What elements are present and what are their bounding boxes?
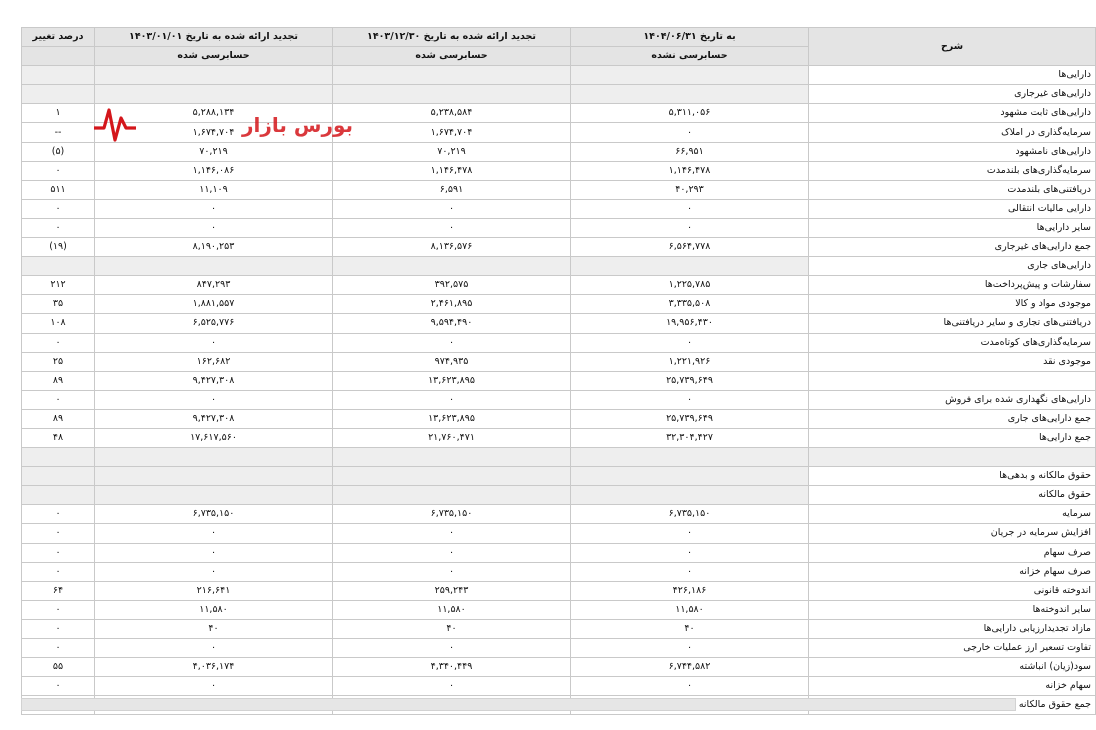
change-percent: ۸۹ — [22, 371, 95, 390]
value-1403-01-01: ۰ — [95, 524, 333, 543]
table-row — [22, 199, 1096, 218]
empty-cell — [95, 467, 333, 486]
change-percent: ۰ — [22, 524, 95, 543]
value-1404-06-31: ۴۰ — [571, 619, 809, 638]
value-1403-12-30: ۰ — [333, 562, 571, 581]
table-row — [22, 600, 1096, 619]
table-row — [22, 142, 1096, 161]
value-1404-06-31: ۰ — [571, 639, 809, 658]
row-description: مازاد تجدیدارزیابی دارایی‌ها — [809, 619, 1096, 638]
header-col1-date: به تاریخ ۱۴۰۴/۰۶/۳۱ — [571, 28, 809, 47]
value-1403-01-01: ۸,۱۹۰,۲۵۳ — [95, 238, 333, 257]
table-row — [22, 409, 1096, 428]
row-description: سرمایه‌گذاری در املاک — [809, 123, 1096, 142]
value-1403-12-30: ۱۳,۶۲۳,۸۹۵ — [333, 409, 571, 428]
value-1403-01-01: ۰ — [95, 390, 333, 409]
divider-cell — [571, 448, 809, 467]
empty-cell — [95, 486, 333, 505]
empty-cell — [333, 257, 571, 276]
change-percent: ۰ — [22, 161, 95, 180]
value-1404-06-31: ۱۹,۹۵۶,۴۳۰ — [571, 314, 809, 333]
change-percent: ۰ — [22, 333, 95, 352]
empty-cell — [571, 486, 809, 505]
row-description: سرمایه‌گذاری‌های کوتاه‌مدت — [809, 333, 1096, 352]
table-row — [22, 104, 1096, 123]
row-description: سرمایه — [809, 505, 1096, 524]
divider-cell — [95, 448, 333, 467]
value-1403-12-30: ۰ — [333, 677, 571, 696]
change-percent: ۰ — [22, 505, 95, 524]
section-heading: حقوق مالکانه و بدهی‌ها — [809, 467, 1096, 486]
value-1403-01-01: ۶,۵۲۵,۷۷۶ — [95, 314, 333, 333]
table-body — [22, 66, 1096, 715]
value-1403-12-30: ۵,۲۳۸,۵۸۴ — [333, 104, 571, 123]
value-1404-06-31: ۰ — [571, 123, 809, 142]
value-1404-06-31: ۰ — [571, 524, 809, 543]
value-1404-06-31: ۳,۳۳۵,۵۰۸ — [571, 295, 809, 314]
value-1403-12-30: ۳۹۲,۵۷۵ — [333, 276, 571, 295]
row-description: سایر اندوخته‌ها — [809, 600, 1096, 619]
change-percent: ۴۸ — [22, 428, 95, 447]
value-1403-12-30: ۹,۵۹۴,۴۹۰ — [333, 314, 571, 333]
empty-cell — [571, 85, 809, 104]
change-percent: ۰ — [22, 562, 95, 581]
change-percent: ۳۵ — [22, 295, 95, 314]
section-heading-row — [22, 467, 1096, 486]
value-1404-06-31: ۶,۵۶۴,۷۷۸ — [571, 238, 809, 257]
value-1403-12-30: ۰ — [333, 199, 571, 218]
change-percent: ۰ — [22, 199, 95, 218]
table-row — [22, 352, 1096, 371]
value-1403-12-30: ۱,۱۴۶,۴۷۸ — [333, 161, 571, 180]
value-1404-06-31: ۵,۳۱۱,۰۵۶ — [571, 104, 809, 123]
row-description: سود(زیان) انباشته — [809, 658, 1096, 677]
row-description: سایر دارایی‌ها — [809, 218, 1096, 237]
change-percent: ۲۵ — [22, 352, 95, 371]
value-1403-01-01: ۹,۴۲۷,۳۰۸ — [95, 409, 333, 428]
watermark-text: بورس بازار — [242, 113, 354, 137]
change-percent: ۸۹ — [22, 409, 95, 428]
value-1403-12-30: ۲۵۹,۲۴۳ — [333, 581, 571, 600]
table-row — [22, 619, 1096, 638]
value-1403-12-30: ۴۰ — [333, 619, 571, 638]
value-1403-12-30: ۰ — [333, 390, 571, 409]
value-1403-01-01: ۰ — [95, 333, 333, 352]
row-description: اندوخته قانونی — [809, 581, 1096, 600]
value-1404-06-31: ۰ — [571, 218, 809, 237]
table-row — [22, 314, 1096, 333]
value-1403-01-01: ۱,۸۸۱,۵۵۷ — [95, 295, 333, 314]
section-heading: دارایی‌ها — [809, 66, 1096, 85]
divider-cell — [333, 448, 571, 467]
table-row — [22, 677, 1096, 696]
value-1403-01-01: ۷۰,۲۱۹ — [95, 142, 333, 161]
value-1403-01-01: ۱,۶۷۴,۷۰۴ — [95, 123, 333, 142]
value-1403-01-01: ۱۱,۱۰۹ — [95, 180, 333, 199]
empty-cell — [333, 467, 571, 486]
row-description — [809, 371, 1096, 390]
change-percent: ۰ — [22, 218, 95, 237]
value-1403-12-30: ۰ — [333, 333, 571, 352]
divider-cell — [809, 448, 1096, 467]
value-1403-12-30: ۶,۵۹۱ — [333, 180, 571, 199]
row-description: سهام خزانه — [809, 677, 1096, 696]
table-row — [22, 180, 1096, 199]
footer-bar — [21, 698, 1016, 711]
section-heading-row — [22, 85, 1096, 104]
change-percent: ۵۱۱ — [22, 180, 95, 199]
row-description: صرف سهام خزانه — [809, 562, 1096, 581]
section-heading-row — [22, 66, 1096, 85]
empty-cell — [95, 66, 333, 85]
row-description: سفارشات و پیش‌پرداخت‌ها — [809, 276, 1096, 295]
empty-cell — [571, 467, 809, 486]
table-row — [22, 428, 1096, 447]
empty-cell — [571, 66, 809, 85]
row-description: موجودی نقد — [809, 352, 1096, 371]
row-description: جمع دارایی‌های غیرجاری — [809, 238, 1096, 257]
empty-cell — [333, 486, 571, 505]
change-percent: ۱۰۸ — [22, 314, 95, 333]
row-description: دریافتنی‌های بلندمدت — [809, 180, 1096, 199]
empty-cell — [22, 486, 95, 505]
value-1403-01-01: ۰ — [95, 639, 333, 658]
section-heading: دارایی‌های جاری — [809, 257, 1096, 276]
value-1404-06-31: ۱,۲۲۵,۷۸۵ — [571, 276, 809, 295]
value-1403-01-01: ۱۶۲,۶۸۲ — [95, 352, 333, 371]
value-1404-06-31: ۱,۲۲۱,۹۲۶ — [571, 352, 809, 371]
section-heading: دارایی‌های غیرجاری — [809, 85, 1096, 104]
value-1404-06-31: ۱۱,۵۸۰ — [571, 600, 809, 619]
row-description: دارایی‌های نگهداری شده برای فروش — [809, 390, 1096, 409]
value-1403-01-01: ۴۰ — [95, 619, 333, 638]
table-row — [22, 562, 1096, 581]
value-1403-01-01: ۶,۷۳۵,۱۵۰ — [95, 505, 333, 524]
value-1404-06-31: ۴۰,۲۹۳ — [571, 180, 809, 199]
section-heading: حقوق مالکانه — [809, 486, 1096, 505]
empty-cell — [571, 257, 809, 276]
table-row — [22, 543, 1096, 562]
value-1403-12-30: ۶,۷۳۵,۱۵۰ — [333, 505, 571, 524]
change-percent: ۱ — [22, 104, 95, 123]
value-1403-12-30: ۲,۴۶۱,۸۹۵ — [333, 295, 571, 314]
row-description: موجودی مواد و کالا — [809, 295, 1096, 314]
value-1403-12-30: ۴,۳۴۰,۴۴۹ — [333, 658, 571, 677]
value-1404-06-31: ۰ — [571, 199, 809, 218]
value-1403-12-30: ۰ — [333, 218, 571, 237]
row-description: دارایی مالیات انتقالی — [809, 199, 1096, 218]
value-1404-06-31: ۰ — [571, 543, 809, 562]
change-percent: ۰ — [22, 639, 95, 658]
value-1403-01-01: ۰ — [95, 677, 333, 696]
change-percent: ۰ — [22, 600, 95, 619]
value-1403-01-01: ۹,۴۲۷,۳۰۸ — [95, 371, 333, 390]
table-row — [22, 123, 1096, 142]
header-col2-date: تجدید ارائه شده به تاریخ ۱۴۰۳/۱۲/۳۰ — [333, 28, 571, 47]
value-1403-01-01: ۰ — [95, 543, 333, 562]
header-change-blank — [22, 47, 95, 66]
section-heading-row — [22, 257, 1096, 276]
value-1403-01-01: ۱,۱۴۶,۰۸۶ — [95, 161, 333, 180]
value-1403-01-01: ۱۱,۵۸۰ — [95, 600, 333, 619]
change-percent: ۶۴ — [22, 581, 95, 600]
value-1403-01-01: ۰ — [95, 562, 333, 581]
change-percent: ۰ — [22, 619, 95, 638]
value-1404-06-31: ۶,۷۴۴,۵۸۲ — [571, 658, 809, 677]
change-percent: ۰ — [22, 390, 95, 409]
empty-cell — [22, 66, 95, 85]
change-percent: -- — [22, 123, 95, 142]
row-description: سرمایه‌گذاری‌های بلندمدت — [809, 161, 1096, 180]
table-row — [22, 276, 1096, 295]
value-1404-06-31: ۳۲,۳۰۴,۴۲۷ — [571, 428, 809, 447]
value-1403-12-30: ۱۳,۶۲۳,۸۹۵ — [333, 371, 571, 390]
header-description: شرح — [809, 28, 1096, 66]
value-1403-01-01: ۸۴۷,۲۹۳ — [95, 276, 333, 295]
header-col3-audit: حسابرسی شده — [95, 47, 333, 66]
value-1403-01-01: ۱۷,۶۱۷,۵۶۰ — [95, 428, 333, 447]
value-1403-12-30: ۰ — [333, 639, 571, 658]
section-heading-row — [22, 486, 1096, 505]
table-row — [22, 295, 1096, 314]
table-header — [22, 28, 1096, 66]
value-1404-06-31: ۰ — [571, 677, 809, 696]
table-row — [22, 639, 1096, 658]
value-1404-06-31: ۴۲۶,۱۸۶ — [571, 581, 809, 600]
header-change-percent: درصد تغییر — [22, 28, 95, 47]
change-percent: ۰ — [22, 543, 95, 562]
table-row — [22, 238, 1096, 257]
value-1403-12-30: ۹۷۴,۹۳۵ — [333, 352, 571, 371]
section-divider-row — [22, 448, 1096, 467]
row-description: دارایی‌های نامشهود — [809, 142, 1096, 161]
change-percent: (۱۹) — [22, 238, 95, 257]
table-row — [22, 505, 1096, 524]
value-1403-12-30: ۸,۱۳۶,۵۷۶ — [333, 238, 571, 257]
empty-cell — [333, 85, 571, 104]
value-1403-12-30: ۱۱,۵۸۰ — [333, 600, 571, 619]
change-percent: ۵۵ — [22, 658, 95, 677]
change-percent: (۵) — [22, 142, 95, 161]
empty-cell — [333, 66, 571, 85]
empty-cell — [22, 467, 95, 486]
balance-sheet-table — [21, 27, 1096, 715]
table-row — [22, 581, 1096, 600]
row-description: جمع حقوق مالکانه — [809, 696, 1096, 715]
empty-cell — [95, 257, 333, 276]
row-description: دارایی‌های ثابت مشهود — [809, 104, 1096, 123]
value-1404-06-31: ۰ — [571, 562, 809, 581]
value-1404-06-31: ۶۶,۹۵۱ — [571, 142, 809, 161]
row-description: دریافتنی‌های تجاری و سایر دریافتنی‌ها — [809, 314, 1096, 333]
header-col2-audit: حسابرسی شده — [333, 47, 571, 66]
table-row — [22, 658, 1096, 677]
empty-cell — [95, 85, 333, 104]
value-1403-12-30: ۷۰,۲۱۹ — [333, 142, 571, 161]
row-description: صرف سهام — [809, 543, 1096, 562]
value-1403-12-30: ۱,۶۷۴,۷۰۴ — [333, 123, 571, 142]
change-percent: ۰ — [22, 677, 95, 696]
table-row — [22, 390, 1096, 409]
table-row — [22, 218, 1096, 237]
value-1403-12-30: ۰ — [333, 524, 571, 543]
header-col3-date: تجدید ارائه شده به تاریخ ۱۴۰۳/۰۱/۰۱ — [95, 28, 333, 47]
value-1404-06-31: ۰ — [571, 333, 809, 352]
value-1403-12-30: ۰ — [333, 543, 571, 562]
row-description: افزایش سرمایه در جریان — [809, 524, 1096, 543]
value-1404-06-31: ۱,۱۴۶,۴۷۸ — [571, 161, 809, 180]
divider-cell — [22, 448, 95, 467]
empty-cell — [22, 85, 95, 104]
table-row — [22, 371, 1096, 390]
header-col1-audit: حسابرسی نشده — [571, 47, 809, 66]
table-row — [22, 333, 1096, 352]
value-1403-01-01: ۲۱۶,۶۴۱ — [95, 581, 333, 600]
empty-cell — [22, 257, 95, 276]
value-1404-06-31: ۰ — [571, 390, 809, 409]
value-1403-01-01: ۰ — [95, 218, 333, 237]
value-1404-06-31: ۲۵,۷۳۹,۶۴۹ — [571, 409, 809, 428]
value-1403-01-01: ۵,۲۸۸,۱۳۴ — [95, 104, 333, 123]
table-row — [22, 524, 1096, 543]
value-1404-06-31: ۲۵,۷۳۹,۶۴۹ — [571, 371, 809, 390]
table-row — [22, 161, 1096, 180]
value-1403-01-01: ۰ — [95, 199, 333, 218]
value-1404-06-31: ۶,۷۳۵,۱۵۰ — [571, 505, 809, 524]
row-description: تفاوت تسعیر ارز عملیات خارجی — [809, 639, 1096, 658]
row-description: جمع دارایی‌ها — [809, 428, 1096, 447]
change-percent: ۲۱۲ — [22, 276, 95, 295]
value-1403-12-30: ۲۱,۷۶۰,۴۷۱ — [333, 428, 571, 447]
value-1403-01-01: ۴,۰۳۶,۱۷۴ — [95, 658, 333, 677]
row-description: جمع دارایی‌های جاری — [809, 409, 1096, 428]
